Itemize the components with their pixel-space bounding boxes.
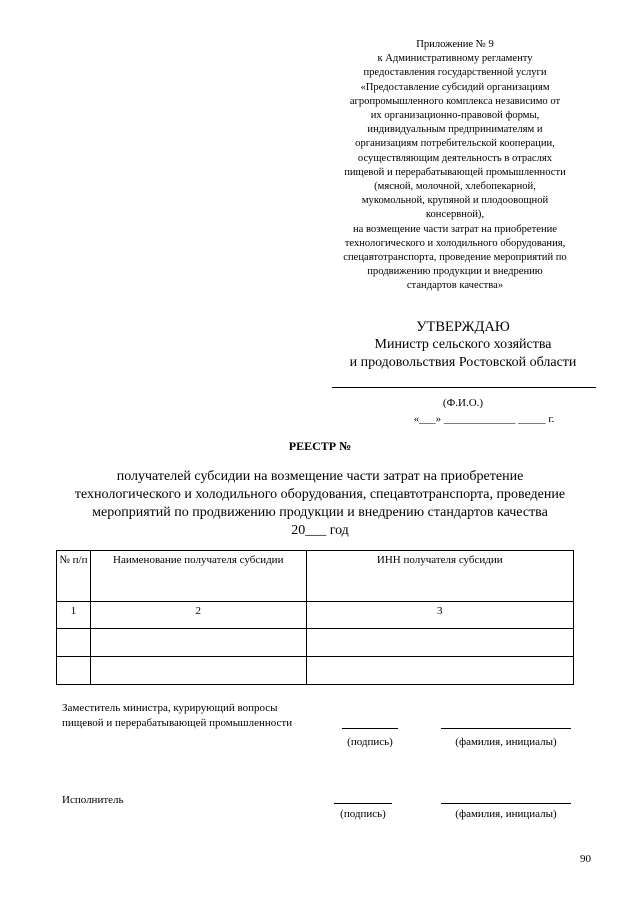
header-inn: ИНН получателя субсидии bbox=[306, 551, 573, 602]
approve-organization: и продовольствия Ростовской области bbox=[349, 355, 577, 370]
appendix-line: на возмещение части затрат на приобретение bbox=[352, 223, 557, 235]
appendix-line: к Административному регламенту bbox=[377, 53, 533, 65]
executor-name-caption: (фамилия, инициалы) bbox=[455, 808, 557, 820]
deputy-minister-label bbox=[62, 701, 292, 731]
registry-title: РЕЕСТР № bbox=[288, 439, 352, 453]
executor-signature-caption: (подпись) bbox=[340, 808, 386, 820]
appendix-line: (мясной, молочной, хлебопекарной, bbox=[374, 181, 536, 193]
appendix-line: осуществляющим деятельность в отраслях bbox=[357, 152, 553, 164]
deputy-signature-caption: (подпись) bbox=[347, 736, 393, 748]
header-recipient-name: Наименование получателя субсидии bbox=[90, 551, 306, 602]
table-cell bbox=[57, 657, 91, 685]
deputy-line: Заместитель министра, курирующий вопросы bbox=[62, 702, 278, 714]
executor-name-line bbox=[441, 803, 571, 804]
appendix-line: индивидуальным предпринимателям и bbox=[367, 124, 543, 136]
column-number: 1 bbox=[57, 602, 91, 629]
approve-fio-caption: (Ф.И.О.) bbox=[442, 397, 484, 409]
appendix-line: мукомольной, крупяной и плодоовощной bbox=[361, 195, 549, 207]
appendix-line: консервной), bbox=[425, 209, 485, 221]
table-cell bbox=[90, 629, 306, 657]
appendix-line: пищевой и перерабатывающей промышленности bbox=[344, 166, 566, 178]
approve-date-field: «___» _____________ _____ г. bbox=[413, 413, 555, 425]
appendix-line: продвижению продукции и внедрению bbox=[367, 266, 543, 278]
appendix-line: технологического и холодильного оборудования, bbox=[344, 237, 566, 249]
table-row bbox=[57, 657, 574, 685]
approval-block bbox=[330, 318, 596, 425]
appendix-block bbox=[305, 38, 605, 294]
registry-subtitle-line: получателей субсидии на возмещение части затрат на приобретение bbox=[116, 469, 524, 484]
table-cell bbox=[306, 657, 573, 685]
appendix-line: агропромышленного комплекса независимо от bbox=[349, 95, 561, 107]
deputy-line: пищевой и перерабатывающей промышленности bbox=[62, 717, 293, 729]
appendix-line: «Предоставление субсидий организациям bbox=[360, 81, 550, 93]
registry-subtitle-line: мероприятий по продвижению продукции и внедрению стандартов качества bbox=[92, 505, 548, 520]
appendix-line: спецавтотранспорта, проведение мероприятий по bbox=[343, 252, 567, 264]
appendix-line: предоставления государственной услуги bbox=[363, 67, 547, 79]
registry-subtitle bbox=[30, 468, 610, 540]
registry-table bbox=[56, 550, 574, 685]
executor-signature-line bbox=[334, 803, 392, 804]
registry-year: 20___ год bbox=[291, 523, 349, 538]
appendix-line: Приложение № 9 bbox=[416, 39, 494, 50]
deputy-name-line bbox=[441, 728, 571, 729]
approve-position: Министр сельского хозяйства bbox=[374, 337, 552, 352]
header-number: № п/п bbox=[57, 551, 91, 602]
appendix-line: организациям потребительской кооперации, bbox=[355, 138, 555, 150]
approve-signature-line bbox=[332, 387, 596, 388]
page-number: 90 bbox=[580, 853, 591, 865]
table-row bbox=[57, 629, 574, 657]
table-column-numbers-row bbox=[57, 602, 574, 629]
registry-subtitle-line: технологического и холодильного оборудования, спецавтотранспорта, проведение bbox=[74, 487, 566, 502]
table-cell bbox=[306, 629, 573, 657]
appendix-line: их организационно-правовой формы, bbox=[370, 110, 540, 122]
appendix-line: стандартов качества» bbox=[406, 280, 504, 292]
deputy-name-caption: (фамилия, инициалы) bbox=[455, 736, 557, 748]
deputy-signature-line bbox=[342, 728, 398, 729]
approve-title: УТВЕРЖДАЮ bbox=[416, 319, 510, 335]
table-header-row bbox=[57, 551, 574, 602]
table-cell bbox=[90, 657, 306, 685]
column-number: 2 bbox=[90, 602, 306, 629]
table-cell bbox=[57, 629, 91, 657]
executor-label: Исполнитель bbox=[62, 794, 124, 806]
column-number: 3 bbox=[306, 602, 573, 629]
